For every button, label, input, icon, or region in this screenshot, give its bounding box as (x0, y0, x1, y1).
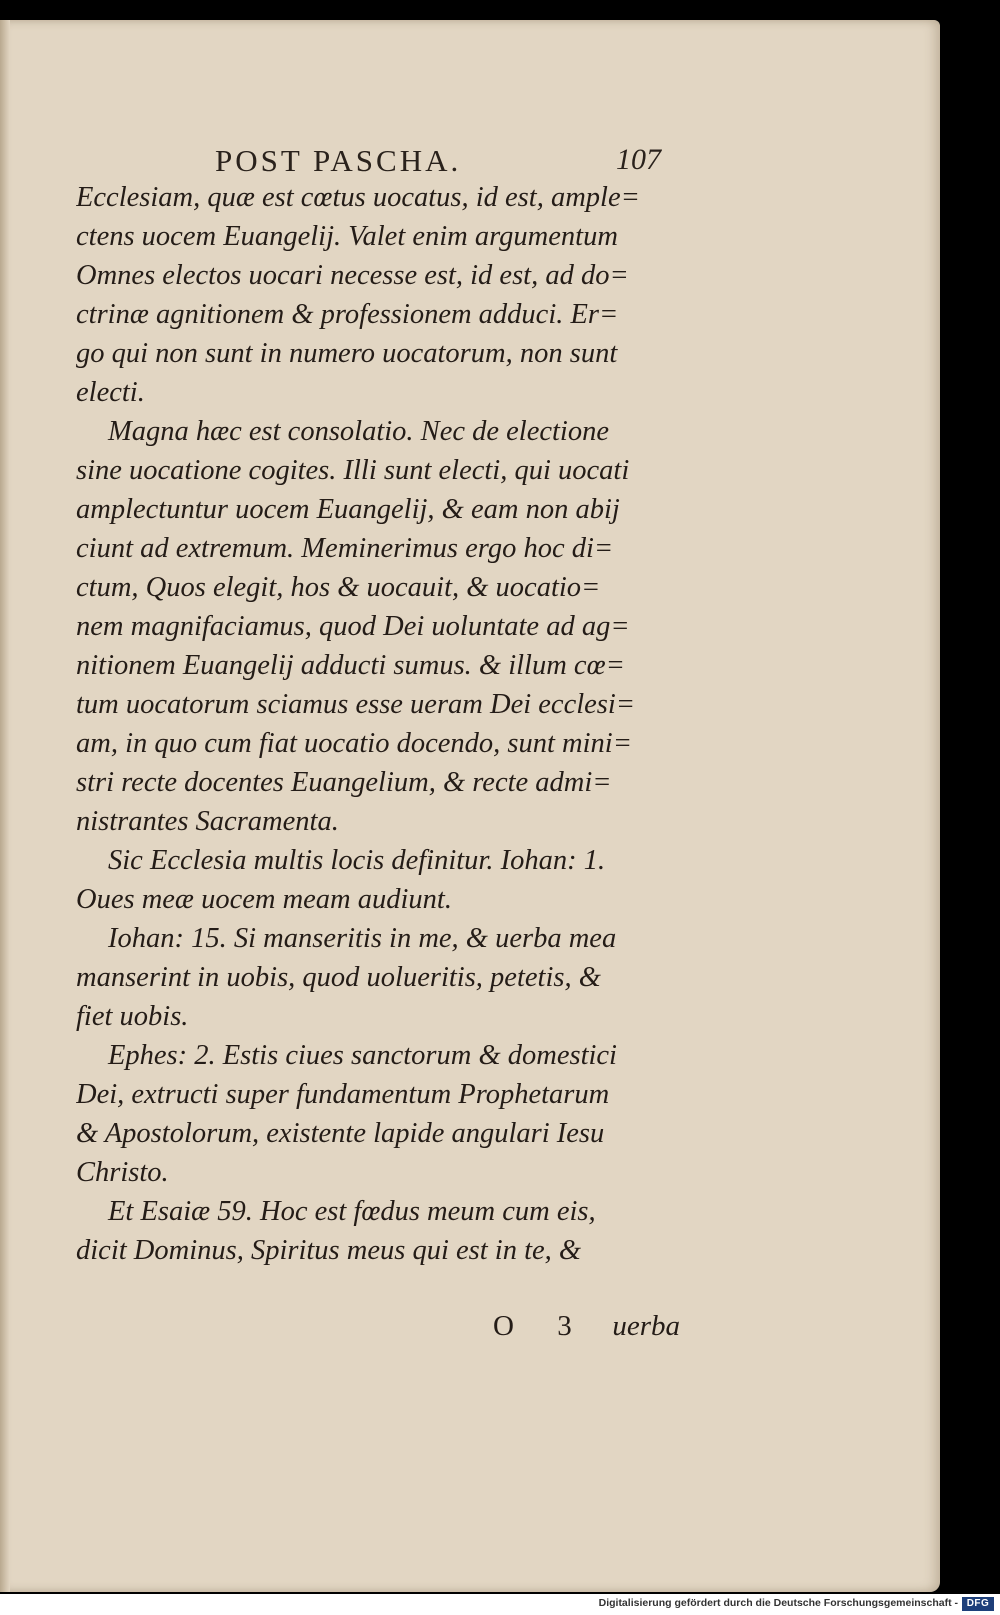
text-line: electi. (76, 377, 145, 408)
text-line: Iohan: 15. Si manseritis in me, & uerba mea (108, 923, 617, 954)
text-line: nistrantes Sacramenta. (76, 806, 339, 837)
text-line: go qui non sunt in numero uocatorum, non sunt (76, 338, 618, 369)
catchword: uerba (612, 1310, 680, 1342)
catchline (76, 1310, 680, 1349)
page-number: 107 (616, 143, 661, 176)
text-line: dicit Dominus, Spiritus meus qui est in te, & (76, 1235, 582, 1266)
digitization-footer (0, 1594, 1000, 1615)
text-line: Omnes electos uocari necesse est, id est, ad do= (76, 260, 629, 291)
text-line: Ecclesiam, quæ est cœtus uocatus, id est, ample= (76, 182, 640, 213)
text-line: tum uocatorum sciamus esse ueram Dei ecclesi= (76, 689, 636, 720)
page-gutter-shadow (0, 20, 10, 1592)
text-line: amplectuntur uocem Euangelij, & eam non abij (76, 494, 620, 525)
text-line: ctrinæ agnitionem & professionem adduci. Er= (76, 299, 619, 330)
text-line: fiet uobis. (76, 1001, 189, 1032)
text-line: ciunt ad extremum. Meminerimus ergo hoc di= (76, 533, 614, 564)
text-line: am, in quo cum fiat uocatio docendo, sunt mini= (76, 728, 632, 759)
dfg-logo-icon: DFG (962, 1597, 994, 1611)
text-line: ctum, Quos elegit, hos & uocauit, & uocatio= (76, 572, 601, 603)
text-line: stri recte docentes Euangelium, & recte admi= (76, 767, 612, 798)
text-line: nem magnifaciamus, quod Dei uoluntate ad ag= (76, 611, 630, 642)
running-head: POST PASCHA. (215, 143, 462, 178)
text-line: Magna hæc est consolatio. Nec de electione (108, 416, 609, 447)
text-line: ctens uocem Euangelij. Valet enim argumentum (76, 221, 618, 252)
text-line: Ephes: 2. Estis ciues sanctorum & domestici (108, 1040, 617, 1071)
text-line: Sic Ecclesia multis locis definitur. Iohan: 1. (108, 845, 606, 876)
signature-mark: O 3 (493, 1310, 590, 1342)
text-line: Dei, extructi super fundamentum Prophetarum (76, 1079, 610, 1110)
text-line: & Apostolorum, existente lapide angulari Iesu (76, 1118, 605, 1149)
text-line: nitionem Euangelij adducti sumus. & illum cœ= (76, 650, 625, 681)
funding-credit: Digitalisierung gefördert durch die Deutsche Forschungsgemeinschaft - (598, 1597, 958, 1609)
text-line: Et Esaiæ 59. Hoc est fœdus meum cum eis, (108, 1196, 596, 1227)
page-header (0, 125, 940, 178)
paper-page (0, 20, 940, 1592)
text-line: Oues meæ uocem meam audiunt. (76, 884, 452, 915)
text-line: sine uocatione cogites. Illi sunt electi, qui uocati (76, 455, 630, 486)
body-text (76, 178, 676, 1270)
text-line: manserint in uobis, quod uolueritis, petetis, & (76, 962, 601, 993)
text-line: Christo. (76, 1157, 169, 1188)
